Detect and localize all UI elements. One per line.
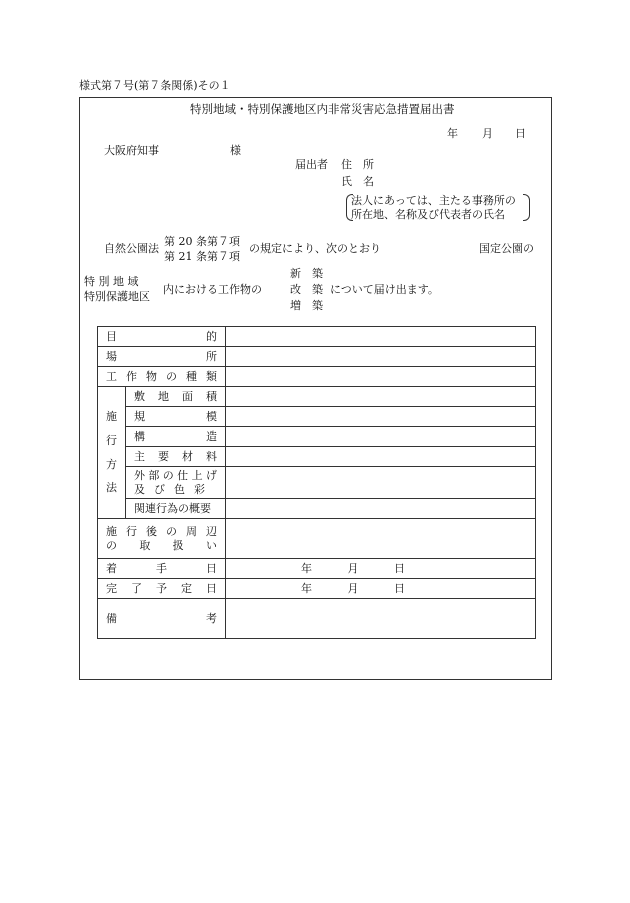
row-completion-label: 完 了 予 定 日 (106, 581, 217, 595)
method-char-3: 方 (106, 457, 117, 471)
start-date-field[interactable] (226, 559, 536, 579)
row-place-label: 場 所 (106, 349, 217, 363)
method-char-4: 法 (106, 481, 117, 495)
completion-day: 日 (394, 581, 405, 595)
remarks-field[interactable] (226, 599, 536, 639)
article-1: 第 20 条第７項 (164, 235, 240, 248)
date-month: 月 (482, 127, 493, 140)
law-name: 自然公園法 (104, 242, 159, 255)
structure-field[interactable] (226, 427, 536, 447)
completion-year: 年 (301, 581, 312, 595)
row-start-label: 着 手 日 (106, 561, 217, 575)
row-related-acts-label: 関連行為の概要 (134, 501, 211, 515)
notifier-label: 届出者 (295, 158, 328, 171)
method-label (98, 387, 126, 519)
related-acts-field[interactable] (226, 499, 536, 519)
act-rebuild: 改 築 (290, 283, 323, 296)
note-bracket-right (523, 194, 530, 221)
row-finish-label-1: 外 部 の 仕 上 げ (134, 468, 217, 482)
area-special: 特 別 地 域 (84, 275, 139, 288)
within-text: 内における工作物の (163, 283, 262, 296)
area-protected: 特別保護地区 (84, 290, 150, 303)
row-after-label-2: の 取 扱 い (106, 538, 217, 552)
structure-type-field[interactable] (226, 367, 536, 387)
completion-month: 月 (347, 581, 359, 595)
purpose-field[interactable] (226, 327, 536, 347)
row-remarks-label: 備 考 (106, 611, 217, 625)
corporate-note-line1: 法人にあっては、主たる事務所の (351, 194, 516, 207)
details-table (97, 326, 536, 639)
date-year: 年 (447, 127, 458, 140)
addressee-name: 大阪府知事 (104, 144, 159, 157)
park-type: 国定公園の (479, 242, 534, 255)
materials-field[interactable] (226, 447, 536, 467)
method-char-2: 行 (106, 433, 117, 447)
date-day: 日 (515, 127, 526, 140)
after-handling-field[interactable] (226, 519, 536, 559)
name-label: 氏 名 (341, 175, 374, 188)
address-label: 住 所 (341, 158, 374, 171)
corporate-note-line2: 所在地、名称及び代表者の氏名 (351, 208, 505, 221)
provision-text: の規定により、次のとおり (249, 242, 381, 255)
row-structure-label: 構 造 (134, 429, 217, 443)
start-year: 年 (301, 561, 312, 575)
act-extension: 増 築 (290, 299, 323, 312)
row-finish-label-2: 及 び 色 彩 (134, 482, 205, 496)
addressee-honorific: 様 (230, 144, 241, 157)
scale-field[interactable] (226, 407, 536, 427)
row-scale-label: 規 模 (134, 409, 217, 423)
method-char-1: 施 (106, 410, 117, 423)
site-area-field[interactable] (226, 387, 536, 407)
finish-field[interactable] (226, 467, 536, 499)
article-2: 第 21 条第７項 (164, 250, 240, 263)
row-after-label-1: 施 行 後 の 周 辺 (106, 524, 217, 538)
place-field[interactable] (226, 347, 536, 367)
form-number: 様式第７号(第７条関係)その１ (79, 79, 231, 92)
row-materials-label: 主 要 材 料 (134, 449, 217, 463)
start-month: 月 (347, 561, 359, 575)
form-title: 特別地域・特別保護地区内非常災害応急措置届出書 (190, 102, 455, 116)
row-structure-type-label: 工 作 物 の 種 類 (106, 369, 217, 383)
row-site-area-label: 敷 地 面 積 (134, 389, 217, 403)
start-day: 日 (394, 561, 405, 575)
completion-date-field[interactable] (226, 579, 536, 599)
closing-text: について届け出ます。 (330, 283, 439, 296)
act-new: 新 築 (290, 267, 323, 280)
row-purpose-label: 目 的 (106, 329, 217, 343)
